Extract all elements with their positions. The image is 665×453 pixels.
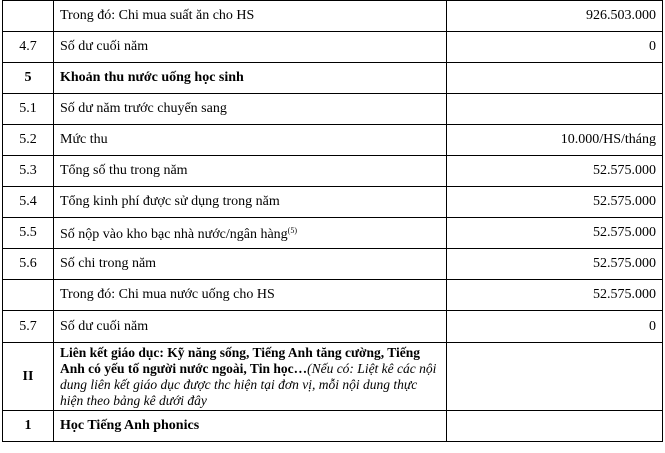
row-description-bold: Liên kết giáo dục: Kỹ năng sống, Tiếng Anh tăng cường, Tiếng Anh có yếu tố người nước ngoài, Tin học… (60, 344, 421, 376)
table-row (3, 125, 663, 156)
table-row (3, 32, 663, 63)
row-number: 5 (3, 63, 54, 94)
row-value (447, 94, 663, 125)
table-row (3, 249, 663, 280)
table-row (3, 187, 663, 218)
row-number: 5.7 (3, 311, 54, 343)
row-description: Số dư năm trước chuyển sang (54, 94, 447, 125)
table-row (3, 311, 663, 343)
row-number: 5.4 (3, 187, 54, 218)
row-description: Học Tiếng Anh phonics (54, 411, 447, 442)
row-value: 52.575.000 (447, 280, 663, 311)
row-number: II (3, 343, 54, 411)
row-number: 5.6 (3, 249, 54, 280)
row-value: 52.575.000 (447, 156, 663, 187)
row-description: Mức thu (54, 125, 447, 156)
table-row (3, 94, 663, 125)
row-description (54, 343, 447, 411)
row-value: 926.503.000 (447, 1, 663, 32)
table-row-section-header (3, 411, 663, 442)
table-row (3, 156, 663, 187)
row-description-text: Số nộp vào kho bạc nhà nước/ngân hàng (60, 227, 288, 242)
row-value: 10.000/HS/tháng (447, 125, 663, 156)
row-value: 52.575.000 (447, 187, 663, 218)
budget-table (2, 0, 663, 442)
row-number: 5.5 (3, 218, 54, 249)
row-description: Tổng kinh phí được sử dụng trong năm (54, 187, 447, 218)
row-description: Số dư cuối năm (54, 311, 447, 343)
row-description: Khoản thu nước uống học sinh (54, 63, 447, 94)
row-description: Số chi trong năm (54, 249, 447, 280)
row-number (3, 1, 54, 32)
row-value (447, 343, 663, 411)
row-description: Tổng số thu trong năm (54, 156, 447, 187)
row-value: 0 (447, 32, 663, 63)
row-description: Trong đó: Chi mua suất ăn cho HS (54, 1, 447, 32)
row-number (3, 280, 54, 311)
row-value: 52.575.000 (447, 218, 663, 249)
row-description (54, 218, 447, 249)
row-number: 5.1 (3, 94, 54, 125)
table-row-section-header (3, 343, 663, 411)
row-description-note: (Nếu có: Liệt kê các nội dung liên kết giáo dục được thc hiện tại đơn vị, mỗi nội dung thực hiện theo bảng kê dưới đây (60, 360, 437, 408)
row-number: 1 (3, 411, 54, 442)
footnote-marker: (5) (287, 226, 297, 235)
table-row (3, 218, 663, 249)
row-number: 5.2 (3, 125, 54, 156)
row-description: Trong đó: Chi mua nước uống cho HS (54, 280, 447, 311)
table-row (3, 280, 663, 311)
row-description: Số dư cuối năm (54, 32, 447, 63)
table-row (3, 1, 663, 32)
row-value (447, 411, 663, 442)
row-number: 4.7 (3, 32, 54, 63)
row-number: 5.3 (3, 156, 54, 187)
row-value (447, 63, 663, 94)
row-value: 52.575.000 (447, 249, 663, 280)
table-row-section-header (3, 63, 663, 94)
row-value: 0 (447, 311, 663, 343)
